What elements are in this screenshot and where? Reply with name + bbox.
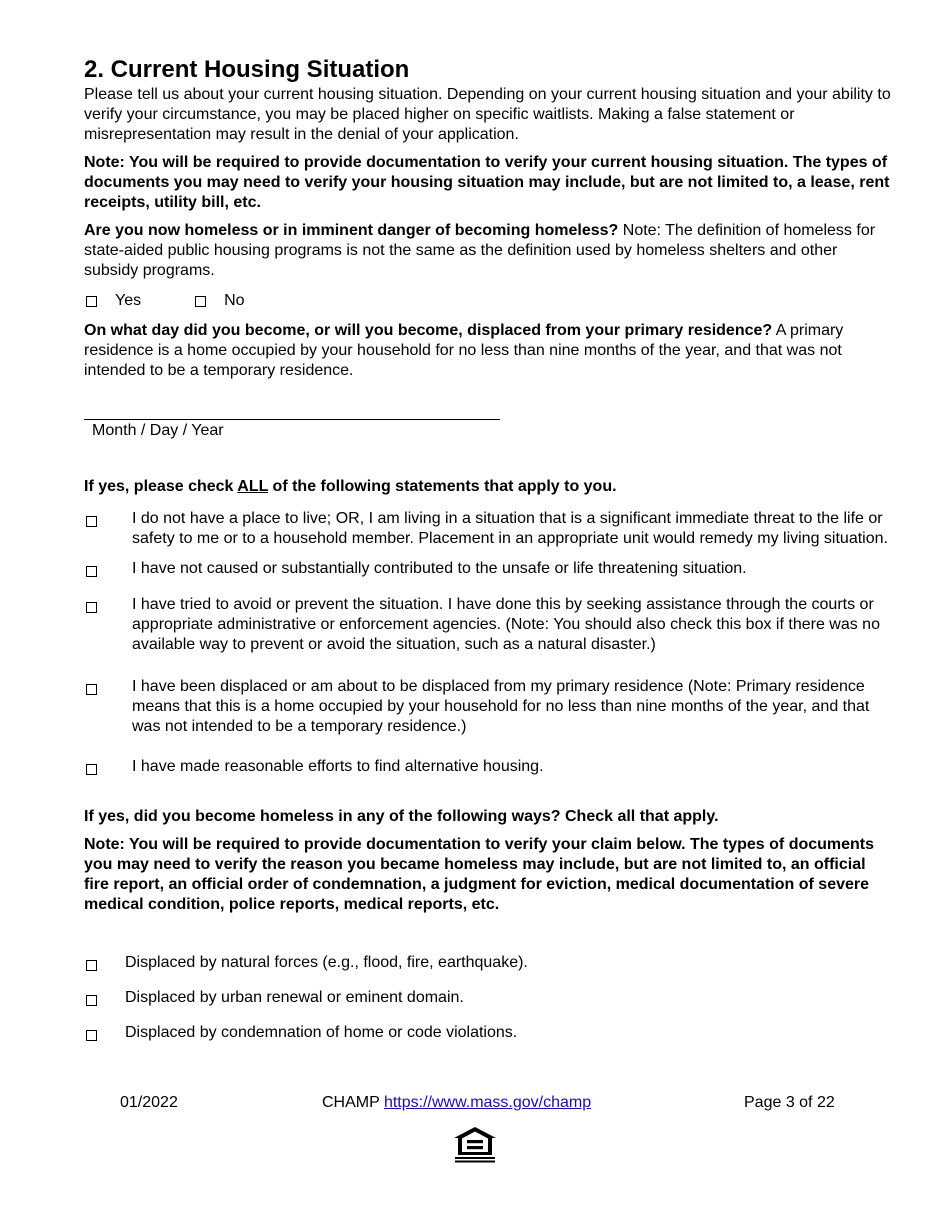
form-page: [84, 56, 894, 1058]
ways-note: Note: You will be required to provide documentation to verify your claim below. The types of documents you may need to verify the reason you became homeless may include, but are not limited to, an official fire report, an official order of condemnation, a judgment for eviction, medical documentation of severe medical condition, police reports, medical reports, etc.: [84, 836, 875, 913]
date-input-line[interactable]: [84, 409, 500, 420]
homeless-question: [84, 221, 894, 281]
way-item: [84, 1023, 894, 1047]
intro-text: Please tell us about your current housing situation. Depending on your current housing situation and your ability to verify your circumstance, you may be placed higher on specific waitlists. Making a false statement or misrepresentation may result in the denial of your application.: [84, 86, 891, 143]
statements-heading-pre: If yes, please check: [84, 478, 238, 495]
statement-text: I have tried to avoid or prevent the situation. I have done this by seeking assistance through the courts or appropriate administrative or enforcement agencies. (Note: You should also check this box if there was no available way to prevent or avoid the situation, such as a natural disaster.): [132, 596, 880, 653]
no-label: No: [224, 292, 245, 309]
way-text: Displaced by urban renewal or eminent domain.: [125, 989, 464, 1006]
way-checkbox[interactable]: [86, 1030, 97, 1041]
statement-checkbox[interactable]: [86, 566, 97, 577]
form-date: 01/2022: [120, 1094, 178, 1111]
date-label: Month / Day / Year: [92, 422, 224, 439]
yes-checkbox[interactable]: [86, 296, 97, 307]
champ-reference: [322, 1093, 591, 1113]
equal-housing-opportunity-icon: [451, 1125, 499, 1165]
displaced-question-text: On what day did you become, or will you become, displaced from your primary residence?: [84, 322, 773, 339]
page-number: Page 3 of 22: [744, 1094, 835, 1111]
way-checkbox[interactable]: [86, 960, 97, 971]
statement-checkbox[interactable]: [86, 684, 97, 695]
statement-checkbox[interactable]: [86, 764, 97, 775]
no-checkbox[interactable]: [195, 296, 206, 307]
homeless-yes-no: [84, 291, 894, 311]
champ-label: CHAMP: [322, 1094, 384, 1111]
homeless-question-note: Note: The definition of homeless for state-aided public housing programs is not the same as the definition used by homeless shelters and other subsidy programs.: [84, 222, 876, 279]
statement-item: [84, 509, 894, 549]
statement-text: I have made reasonable efforts to find alternative housing.: [132, 758, 544, 775]
yes-option[interactable]: [84, 291, 141, 311]
page-footer: [0, 1093, 950, 1113]
statement-item: [84, 559, 894, 583]
ways-heading: If yes, did you become homeless in any of the following ways? Check all that apply.: [84, 808, 719, 825]
way-text: Displaced by natural forces (e.g., flood, fire, earthquake).: [125, 954, 528, 971]
yes-label: Yes: [115, 292, 142, 309]
no-option[interactable]: [193, 291, 244, 311]
statements-heading-all: ALL: [237, 478, 269, 495]
statement-text: I do not have a place to live; OR, I am living in a situation that is a significant immediate threat to the life or safety to me or to a household member. Placement in an appropriate unit would remedy my living situation.: [132, 510, 888, 547]
section-title: 2. Current Housing Situation: [84, 56, 410, 83]
way-item: [84, 953, 894, 977]
way-checkbox[interactable]: [86, 995, 97, 1006]
statements-heading: [84, 477, 894, 497]
statements-heading-post: of the following statements that apply to you.: [268, 478, 617, 495]
statement-checkbox[interactable]: [86, 602, 97, 613]
statement-checkbox[interactable]: [86, 516, 97, 527]
homeless-question-text: Are you now homeless or in imminent danger of becoming homeless?: [84, 222, 619, 239]
statement-item: [84, 757, 894, 781]
documentation-note: Note: You will be required to provide documentation to verify your current housing situation. The types of documents you may need to verify your housing situation may include, but are not limited to, a lease, rent receipts, utility bill, etc.: [84, 154, 890, 211]
statement-text: I have not caused or substantially contributed to the unsafe or life threatening situation.: [132, 560, 747, 577]
way-text: Displaced by condemnation of home or code violations.: [125, 1024, 518, 1041]
displaced-question-note: A primary residence is a home occupied by your household for no less than nine months of the year, and that was not intended to be a temporary residence.: [84, 322, 844, 379]
displaced-question: [84, 321, 894, 381]
way-item: [84, 988, 894, 1012]
statement-item: [84, 677, 894, 737]
champ-link[interactable]: https://www.mass.gov/champ: [383, 1094, 592, 1111]
statement-text: I have been displaced or am about to be displaced from my primary residence (Note: Primary residence means that this is a home occupied by your household for no less than nine months of the year, and that was not intended to be a temporary residence.): [132, 678, 870, 735]
statement-item: [84, 595, 894, 655]
